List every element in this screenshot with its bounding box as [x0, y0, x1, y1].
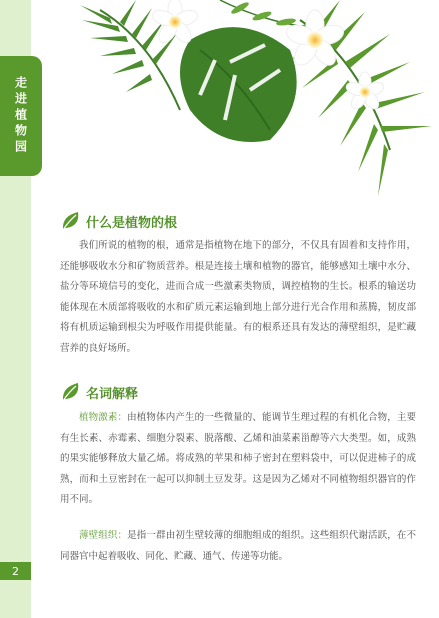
section-title-root: 什么是植物的根	[86, 215, 178, 231]
glossary-definition-parenchyma: 是指一群由初生壁较薄的细胞组成的组织。这些组织代谢活跃，在不同器官中起着吸收、同化、贮藏、通气、传递等功能。	[60, 530, 416, 562]
section-heading-root	[60, 210, 177, 232]
chapter-tab	[0, 56, 42, 176]
paragraph-root-definition: 我们所说的植物的根，通常是指植物在地下的部分，不仅具有固着和支持作用，还能够吸收水分和矿物质营养。根是连接土壤和植物的器官，能够感知土壤中水分、盐分等环境信号的变化，进而合成一些激素类物质，调控植物的生长。根系的输送功能体现在木质部将吸收的水和矿质元素运输到地上部分进行光合作用和蒸腾，韧皮部将有机质运输到根尖为呼吸作用提供能量。有的根系还具有发达的薄壁组织，是贮藏营养的良好场所。	[60, 240, 416, 354]
glossary-definition-plant-hormone: 由植物体内产生的一些微量的、能调节生理过程的有机化合物，主要有生长素、赤霉素、细胞分裂素、脱落酸、乙烯和油菜素甾醇等六大类型。如，成熟的果实能够释放大量乙烯。将成熟的苹果和柿子密封在塑料袋中，可以促进柿子的成熟，而和土豆密封在一起可以抑制土豆发芽。这是因为乙烯对不同植物组织器官的作用不同。	[60, 412, 416, 505]
monstera-leaf-center	[180, 27, 297, 142]
leaf-icon	[60, 210, 82, 232]
tropical-foliage-illustration	[40, 0, 439, 205]
leaf-icon	[60, 381, 82, 403]
section-heading-glossary	[60, 381, 138, 403]
glossary-entry-plant-hormone	[60, 408, 416, 511]
glossary-term-parenchyma: 薄壁组织：	[79, 530, 128, 541]
glossary-entry-parenchyma	[60, 526, 416, 567]
chapter-tab-label: 走进植物园	[13, 76, 28, 156]
glossary-term-plant-hormone: 植物激素：	[79, 412, 128, 423]
section-title-glossary: 名词解释	[86, 386, 139, 402]
page-number: 2	[0, 562, 31, 580]
